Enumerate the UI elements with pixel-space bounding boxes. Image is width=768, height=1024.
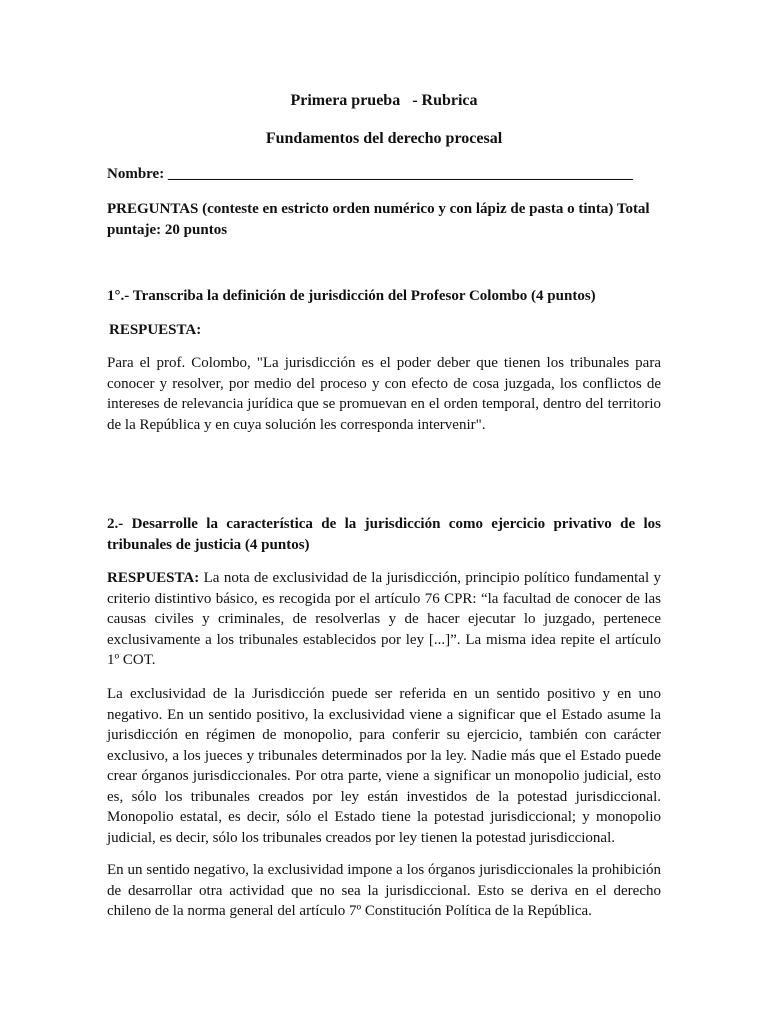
question-2-answer-text: La nota de exclusividad de la jurisdicción, principio político fundamental y criterio distintivo básico, es recogida por el artículo 76 CPR: “la facultad de conocer de las causas civiles y criminales, de resolverlas y de hacer ejecutar lo juzgado, pertenece exclusivamente a los tribunales establecidos por ley [...]”. La misma idea repite el artículo 1º COT.: [107, 570, 661, 668]
question-2-response-label: RESPUESTA:: [107, 570, 200, 586]
question-1-answer: Para el prof. Colombo, "La jurisdicción es el poder deber que tienen los tribunales para conocer y resolver, por medio del proceso y con efecto de cosa juzgada, los conflictos de intereses de relevancia jurídica que se promuevan en el orden temporal, dentro del territorio de la República y en cuya solución les corresponda intervenir".: [107, 355, 661, 433]
instructions: PREGUNTAS (conteste en estricto orden numérico y con lápiz de pasta o tinta) Total puntaje: 20 puntos: [107, 201, 650, 238]
nombre-field: [107, 166, 633, 183]
nombre-label: Nombre:: [107, 166, 168, 182]
question-2: 2.- Desarrolle la característica de la jurisdicción como ejercicio privativo de los tribunales de justicia (4 puntos): [107, 516, 661, 553]
question-2-answer: [107, 568, 661, 671]
page-subtitle: Fundamentos del derecho procesal: [265, 130, 503, 147]
question-2-paragraph-2: La exclusividad de la Jurisdicción puede ser referida en un sentido positivo y en uno negativo. En un sentido positivo, la exclusividad viene a significar que el Estado asume la jurisdicción en régimen de monopolio, para conferir su ejercicio, también con carácter exclusivo, a los jueces y tribunales determinados por la ley. Nadie más que el Estado puede crear órganos jurisdiccionales. Por otra parte, viene a significar un monopolio judicial, esto es, sólo los tribunales creados por ley están investidos de la potestad jurisdiccional. Monopolio estatal, es decir, sólo el Estado tiene la potestad jurisdiccional; y monopolio judicial, es decir, sólo los tribunales creados por ley tienen la potestad jurisdiccional.: [107, 686, 661, 846]
question-1-response-label: RESPUESTA:: [109, 322, 202, 338]
nombre-line: ______________________________________________________________: [167, 166, 633, 182]
page-title: Primera prueba - Rubrica: [290, 92, 478, 109]
question-1: 1°.- Transcriba la definición de jurisdicción del Profesor Colombo (4 puntos): [107, 288, 596, 304]
question-2-paragraph-3: En un sentido negativo, la exclusividad impone a los órganos jurisdiccionales la prohibición de desarrollar otra actividad que no sea la jurisdiccional. Esto se deriva en el derecho chileno de la norma general del artículo 7º Constitución Política de la República.: [107, 862, 661, 919]
